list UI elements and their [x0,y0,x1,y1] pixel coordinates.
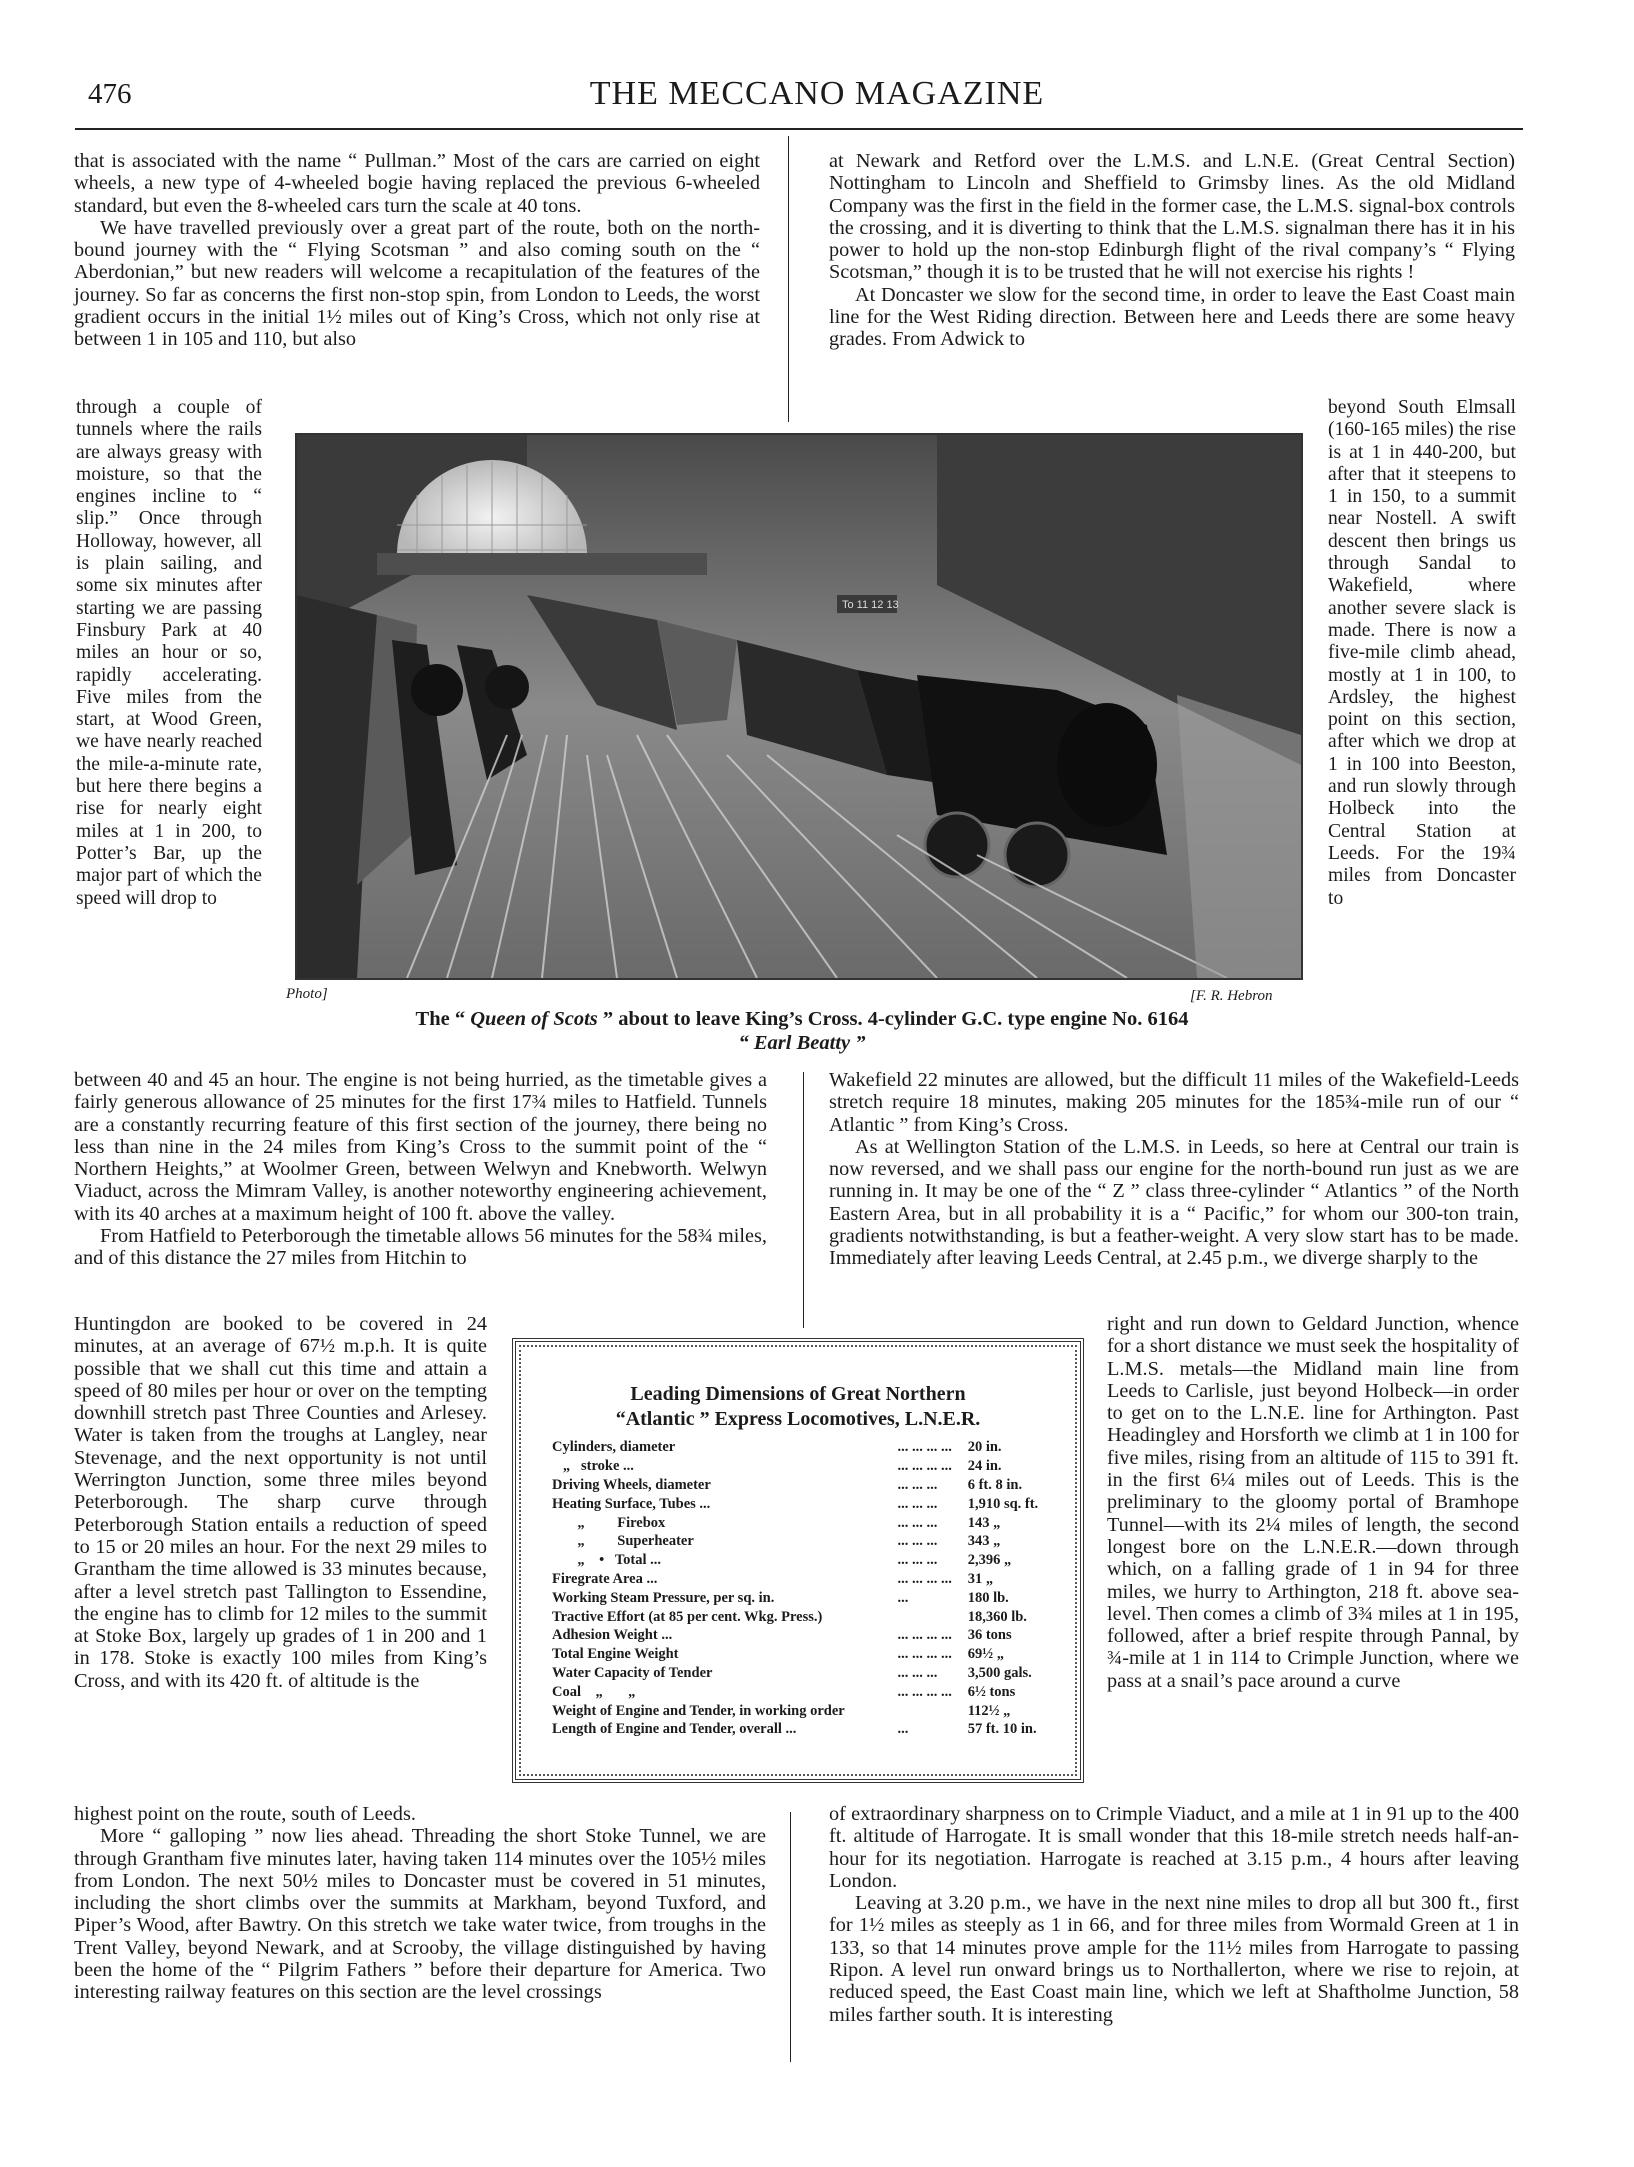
row-dots: ... ... ... ... [897,1627,952,1644]
row-dots: ... ... ... [897,1664,938,1681]
row-value: 6½ tons [967,1683,1016,1700]
table-title-line-2: “Atlantic ” Express Locomotives, L.N.E.R. [615,1408,981,1430]
table-row [552,1588,1052,1607]
running-head-title: THE MECCANO MAGAZINE [589,75,1045,112]
row-value: 3,500 gals. [967,1664,1032,1681]
paragraph: of extraordinary sharpness on to Crimple Viaduct, and a mile at 1 in 91 up to the 400 ft. altitude of Harrogate. It is small wonder that this 18-mile stretch needs half-an-hour for its negotiation. Harrogate is reached at 3.15 p.m., 4 hours after leaving London. [829,1803,1519,1892]
row-label: Length of Engine and Tender, overall ... [552,1721,797,1738]
right-column-top-text [829,150,1515,351]
right-column-bottom-text [829,1803,1519,2026]
row-label: Cylinders, diameter [552,1439,676,1456]
table-row [552,1457,1052,1476]
paragraph: More “ galloping ” now lies ahead. Threading the short Stoke Tunnel, we are through Grantham five minutes later, having taken 114 minutes over the 105½ miles from London. The next 50½ miles to Doncaster must be covered in 51 minutes, including the short climbs over the summits at Markham, beyond Tuxford, and Piper’s Wood, after Bawtry. On this stretch we take water twice, from troughs in the Trent Valley, beyond Newark, and at Scrooby, the village distinguished by having been the home of the “ Pilgrim Fathers ” before their departure for America. Two interesting railway features on this section are the level crossings [74,1825,766,2004]
row-value: 18,360 lb. [967,1608,1027,1625]
row-dots: ... ... ... ... [897,1439,952,1456]
table-row [552,1476,1052,1495]
paragraph: Leaving at 3.20 p.m., we have in the next nine miles to drop all but 300 ft., first for 1½ miles as steeply as 1 in 66, and for three miles from Wormald Green at 1 in 133, so that 14 minutes prove ample for the 11½ miles from Harrogate to passing Ripon. A level run onward brings us to Northallerton, where we rise to rejoin, at reduced speed, the East Coast main line, which we left at Shaftholme Junction, 58 miles farther south. It is interesting [829,1892,1519,2026]
column-divider-top [788,136,789,422]
row-dots: ... ... ... ... [897,1458,952,1475]
column-divider-bottom [790,1812,791,2062]
row-value: 6 ft. 8 in. [967,1476,1023,1493]
right-column-mid-text [829,1069,1519,1270]
table-row [552,1513,1052,1532]
row-dots [898,1607,962,1626]
left-column-beside-table-text [74,1313,487,1692]
locomotive-illustration [297,435,1301,978]
row-value: 24 in. [967,1458,1002,1475]
header-rule [75,128,1523,130]
table-row [552,1720,1052,1739]
paragraph: right and run down to Geldard Junction, whence for a short distance we must seek the hospitality of L.M.S. metals—the Midland main line from Leeds to Carlisle, just beyond Holbeck—in order to get on to the L.N.E. line for Arthington. Past Headingley and Horsforth we climb at 1 in 100 for five miles, rising from an altitude of 115 to 391 ft. in the first 6¼ miles out of Leeds. This is the preliminary to the gloomy portal of Bramhope Tunnel—with its 2¼ miles of length, the second longest bore on the L.N.E.R.—down through which, on a falling grade of 1 in 94 for three miles, we hurry to Arthington, 218 ft. above sea-level. Then comes a climb of 3¾ miles at 1 in 195, followed, after a brief respite through Pannal, by ¾-mile at 1 in 114 to Crimple Junction, where we pass at a snail’s pace around a curve [1107,1313,1519,1692]
paragraph: As at Wellington Station of the L.M.S. in Leeds, so here at Central our train is now reversed, and we shall pass our engine for the north-bound run just as we are running in. It may be one of the “ Z ” class three-cylinder “ Atlantics ” of the North Eastern Area, but in all probability it is a “ Pacific,” for whom our 300-ton train, gradients notwithstanding, is but a feather-weight. A very slow start has to be made. Immediately after leaving Leeds Central, at 2.45 p.m., we diverge sharply to the [829,1135,1519,1270]
row-dots: ... ... ... [897,1533,938,1550]
right-column-beside-table-text [1107,1313,1519,1692]
table-row [552,1645,1052,1664]
row-label: Adhesion Weight ... [552,1627,673,1644]
row-dots: ... ... ... ... [897,1570,952,1587]
right-column-narrow-text [1328,397,1516,910]
dimensions-table [552,1438,1052,1739]
paragraph: at Newark and Retford over the L.M.S. and L.N.E. (Great Central Section) Nottingham to Lincoln and Sheffield to Grimsby lines. As the old Midland Company was the first in the field in the former case, the L.M.S. signal-box controls the crossing, and it is diverting to think that the L.M.S. signalman there has it in his power to hold up the non-stop Edinburgh flight of the rival company’s “ Flying Scotsman,” though it is to be trusted that he will not exercise his rights ! [829,150,1515,284]
row-dots: ... ... ... [897,1495,938,1512]
paragraph: At Doncaster we slow for the second time, in order to leave the East Coast main line for the West Riding direction. Between here and Leeds there are some heavy grades. From Adwick to [829,283,1515,351]
row-label: Tractive Effort (at 85 per cent. Wkg. Press.) [552,1608,823,1625]
column-divider-middle [803,1072,804,1328]
paragraph: Huntingdon are booked to be covered in 24 minutes, at an average of 67½ m.p.h. It is quite possible that we shall cut this time and attain a speed of 80 miles per hour or over on the tempting downhill stretch past Three Counties and Arlesey. Water is taken from the troughs at Langley, near Stevenage, and the next opportunity is not until Werrington Junction, some three miles beyond Peterborough. The sharp curve through Peterborough Station entails a reduction of speed to 15 or 20 miles an hour. For the next 29 miles to Grantham the time allowed is 33 minutes because, after a level stretch past Tallington to Essendine, the engine has to climb for 12 miles to the summit at Stoke Box, largely up grades of 1 in 200 and 1 in 178. Stoke is exactly 100 miles from King’s Cross, and with its 420 ft. of altitude is the [74,1313,487,1692]
table-row [552,1607,1052,1626]
station-photograph [295,433,1303,980]
caption-train-name: Queen of Scots [470,1008,598,1030]
row-label: „ stroke ... [552,1458,634,1475]
row-value: 180 lb. [967,1589,1009,1606]
paragraph: highest point on the route, south of Leeds. [74,1803,416,1825]
row-dots: ... [897,1589,909,1606]
paragraph: From Hatfield to Peterborough the timetable allows 56 minutes for the 58¾ miles, and of this distance the 27 miles from Hitchin to [74,1225,767,1270]
table-title [516,1382,1080,1432]
row-value: 2,396 „ [967,1552,1012,1569]
table-row [552,1664,1052,1683]
paragraph: beyond South Elmsall (160-165 miles) the rise is at 1 in 440-200, but after that it steepens to 1 in 150, to a summit near Nostell. A swift descent then brings us through Sandal to Wakefield, where another severe slack is made. There is now a five-mile climb ahead, mostly at 1 in 100, to Ardsley, the highest point on this section, after which we drop at 1 in 100 into Beeston, and run slowly through Holbeck into the Central Station at Leeds. For the 19¾ miles from Doncaster to [1328,397,1516,909]
row-value: 69½ „ [967,1646,1004,1663]
row-label: Firegrate Area ... [552,1570,658,1587]
caption-line-2 [300,1031,1304,1055]
page-number: 476 [88,78,132,110]
row-label: Working Steam Pressure, per sq. in. [552,1589,775,1606]
table-title-line-1: Leading Dimensions of Great Northern [630,1383,966,1405]
row-value: 31 „ [967,1570,994,1587]
left-column-mid-text [74,1069,767,1270]
caption-text: The “ [415,1008,471,1030]
row-value: 1,910 sq. ft. [967,1495,1039,1512]
table-row [552,1570,1052,1589]
row-label: Water Capacity of Tender [552,1664,713,1681]
caption-text: ” about to leave King’s Cross. 4-cylinder G.C. type engine No. 6164 [597,1008,1189,1030]
left-column-narrow-text [76,397,262,910]
row-label: „ Firebox [552,1514,666,1531]
photo-credit-left: Photo] [286,986,328,1002]
paragraph: through a couple of tunnels where the rails are always greasy with moisture, so that the engines incline to “ slip.” Once through Holloway, however, all is plain sailing, and some six minutes after starting we are passing Finsbury Park at 40 miles an hour or so, rapidly accelerating. Five miles from the start, at Wood Green, we have nearly reached the mile-a-minute rate, but here there begins a rise for nearly eight miles at 1 in 200, to Potter’s Bar, up the major part of which the speed will drop to [76,397,262,909]
row-label: Driving Wheels, diameter [552,1476,711,1493]
row-label: Total Engine Weight [552,1646,679,1663]
row-label: „ • Total ... [552,1552,662,1569]
row-value: 57 ft. 10 in. [967,1721,1037,1738]
row-dots [898,1701,962,1720]
row-value: 112½ „ [967,1702,1011,1719]
caption-line-1 [300,1007,1304,1031]
table-row [552,1682,1052,1701]
paragraph: Wakefield 22 minutes are allowed, but the difficult 11 miles of the Wakefield-Leeds stretch require 18 minutes, making 205 minutes for the 185¾-mile run of our “ Atlantic ” from King’s Cross. [829,1069,1519,1136]
signal-board-text: To 11 12 13 [842,599,899,611]
caption-engine-name: “ Earl Beatty ” [738,1032,866,1054]
row-dots: ... [897,1721,909,1738]
row-value: 143 „ [967,1514,1001,1531]
row-value: 36 tons [967,1627,1012,1644]
row-label: Weight of Engine and Tender, in working order [552,1702,845,1719]
table-row [552,1701,1052,1720]
paragraph: between 40 and 45 an hour. The engine is not being hurried, as the timetable gives a fairly generous allowance of 25 minutes for the first 17¾ miles to Hatfield. Tunnels are a constantly recurring feature of this first section of the journey, there being no less than nine in the 24 miles from King’s Cross to the summit point of the “ Northern Heights,” at Woolmer Green, between Welwyn and Knebworth. Welwyn Viaduct, across the Mimram Valley, is another noteworthy engineering achievement, with its 40 arches at a maximum height of 100 ft. above the valley. [74,1069,767,1225]
row-dots: ... ... ... ... [897,1683,952,1700]
row-label: Heating Surface, Tubes ... [552,1495,711,1512]
row-dots: ... ... ... ... [897,1646,952,1663]
dimensions-table-box [512,1338,1084,1783]
table-row [552,1626,1052,1645]
row-dots: ... ... ... [897,1476,938,1493]
left-column-bottom-text [74,1803,766,2004]
row-dots: ... ... ... [897,1552,938,1569]
table-row [552,1438,1052,1457]
table-row [552,1532,1052,1551]
row-label: Coal „ „ [552,1683,636,1700]
paragraph: that is associated with the name “ Pullman.” Most of the cars are carried on eight wheels, a new type of 4-wheeled bogie having replaced the previous 6-wheeled standard, but even the 8-wheeled cars turn the scale at 40 tons. [74,150,760,217]
table-row [552,1551,1052,1570]
row-value: 20 in. [967,1439,1002,1456]
photo-caption [300,1007,1304,1055]
left-column-top-text [74,150,760,351]
row-dots: ... ... ... [897,1514,938,1531]
row-label: „ Superheater [552,1533,694,1550]
paragraph: We have travelled previously over a great part of the route, both on the north-bound journey with the “ Flying Scotsman ” and also coming south on the “ Aberdonian,” but new readers will welcome a recapitulation of the features of the journey. So far as concerns the first non-stop spin, from London to Leeds, the worst gradient occurs in the initial 1½ miles out of King’s Cross, which not only rise at between 1 in 105 and 110, but also [74,216,760,351]
row-value: 343 „ [967,1533,1001,1550]
photo-credit-right: [F. R. Hebron [1190,988,1273,1004]
table-row [552,1494,1052,1513]
